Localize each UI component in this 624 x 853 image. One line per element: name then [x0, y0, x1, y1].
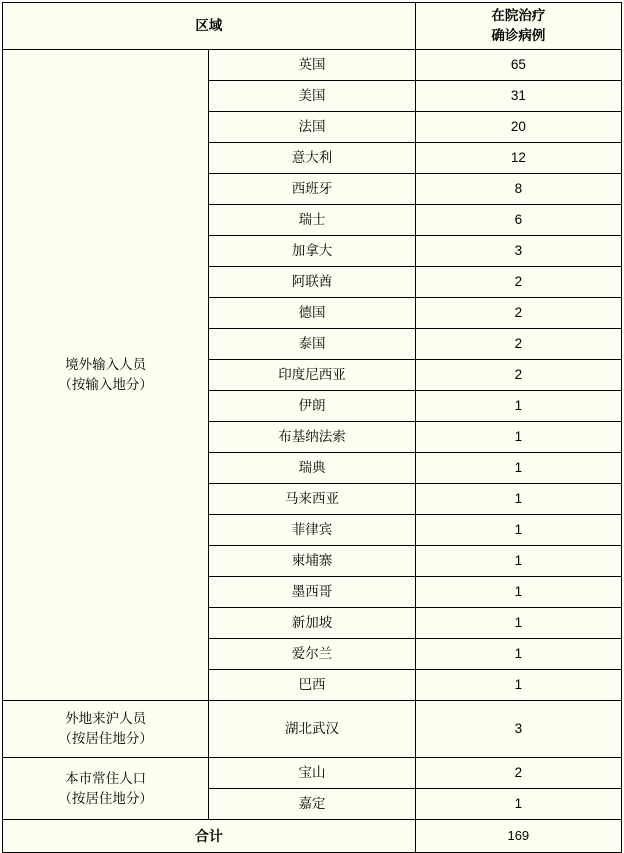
region-cell: 泰国 — [209, 329, 415, 360]
region-cell: 布基纳法索 — [209, 422, 415, 453]
value-cell: 1 — [415, 608, 621, 639]
region-cell: 德国 — [209, 298, 415, 329]
table-total-row — [3, 820, 622, 853]
value-cell: 1 — [415, 453, 621, 484]
total-value: 169 — [415, 820, 621, 853]
value-cell: 2 — [415, 360, 621, 391]
table-row — [3, 701, 622, 758]
region-cell: 湖北武汉 — [209, 701, 415, 758]
group-label-line1: 外地来沪人员 — [65, 711, 147, 727]
region-cell: 巴西 — [209, 670, 415, 701]
region-cell: 加拿大 — [209, 236, 415, 267]
value-cell: 8 — [415, 174, 621, 205]
group-label-line1: 境外输入人员 — [65, 357, 147, 373]
region-cell: 美国 — [209, 81, 415, 112]
table-head — [3, 3, 622, 50]
value-cell: 1 — [415, 515, 621, 546]
value-cell: 3 — [415, 701, 621, 758]
value-cell: 2 — [415, 298, 621, 329]
value-cell: 1 — [415, 484, 621, 515]
region-cell: 宝山 — [209, 758, 415, 789]
region-cell: 英国 — [209, 50, 415, 81]
value-cell: 1 — [415, 577, 621, 608]
value-cell: 2 — [415, 329, 621, 360]
region-cell: 意大利 — [209, 143, 415, 174]
region-cell: 爱尔兰 — [209, 639, 415, 670]
value-cell: 2 — [415, 267, 621, 298]
total-label: 合计 — [3, 820, 416, 853]
group-label-line2: （按居住地分） — [58, 731, 153, 746]
value-cell: 12 — [415, 143, 621, 174]
region-cell: 瑞典 — [209, 453, 415, 484]
value-cell: 1 — [415, 639, 621, 670]
region-cell: 伊朗 — [209, 391, 415, 422]
group-label-out-of-town — [3, 701, 209, 758]
header-cases-line2: 确诊病例 — [491, 28, 546, 43]
table-body — [3, 50, 622, 853]
region-cell: 瑞士 — [209, 205, 415, 236]
header-cases-line1: 在院治疗 — [491, 8, 546, 24]
value-cell: 1 — [415, 670, 621, 701]
region-cell: 阿联酋 — [209, 267, 415, 298]
group-label-line2: （按居住地分） — [58, 790, 153, 806]
region-cell: 新加坡 — [209, 608, 415, 639]
table-row — [3, 758, 622, 789]
covid-cases-table — [2, 2, 622, 853]
value-cell: 1 — [415, 789, 621, 820]
value-cell: 1 — [415, 391, 621, 422]
value-cell: 65 — [415, 50, 621, 81]
group-label-line1: 本市常住人口 — [65, 770, 147, 786]
header-region: 区域 — [3, 3, 416, 50]
table-row — [3, 50, 622, 81]
value-cell: 2 — [415, 758, 621, 789]
region-cell: 印度尼西亚 — [209, 360, 415, 391]
region-cell: 马来西亚 — [209, 484, 415, 515]
value-cell: 1 — [415, 546, 621, 577]
value-cell: 3 — [415, 236, 621, 267]
region-cell: 西班牙 — [209, 174, 415, 205]
value-cell: 20 — [415, 112, 621, 143]
group-label-line2: （按输入地分） — [58, 377, 153, 392]
region-cell: 墨西哥 — [209, 577, 415, 608]
region-cell: 柬埔寨 — [209, 546, 415, 577]
value-cell: 6 — [415, 205, 621, 236]
group-label-imported — [3, 50, 209, 701]
header-cases — [415, 3, 621, 50]
group-label-local — [3, 758, 209, 820]
region-cell: 嘉定 — [209, 789, 415, 820]
value-cell: 31 — [415, 81, 621, 112]
region-cell: 法国 — [209, 112, 415, 143]
value-cell: 1 — [415, 422, 621, 453]
table-header-row — [3, 3, 622, 50]
region-cell: 菲律宾 — [209, 515, 415, 546]
